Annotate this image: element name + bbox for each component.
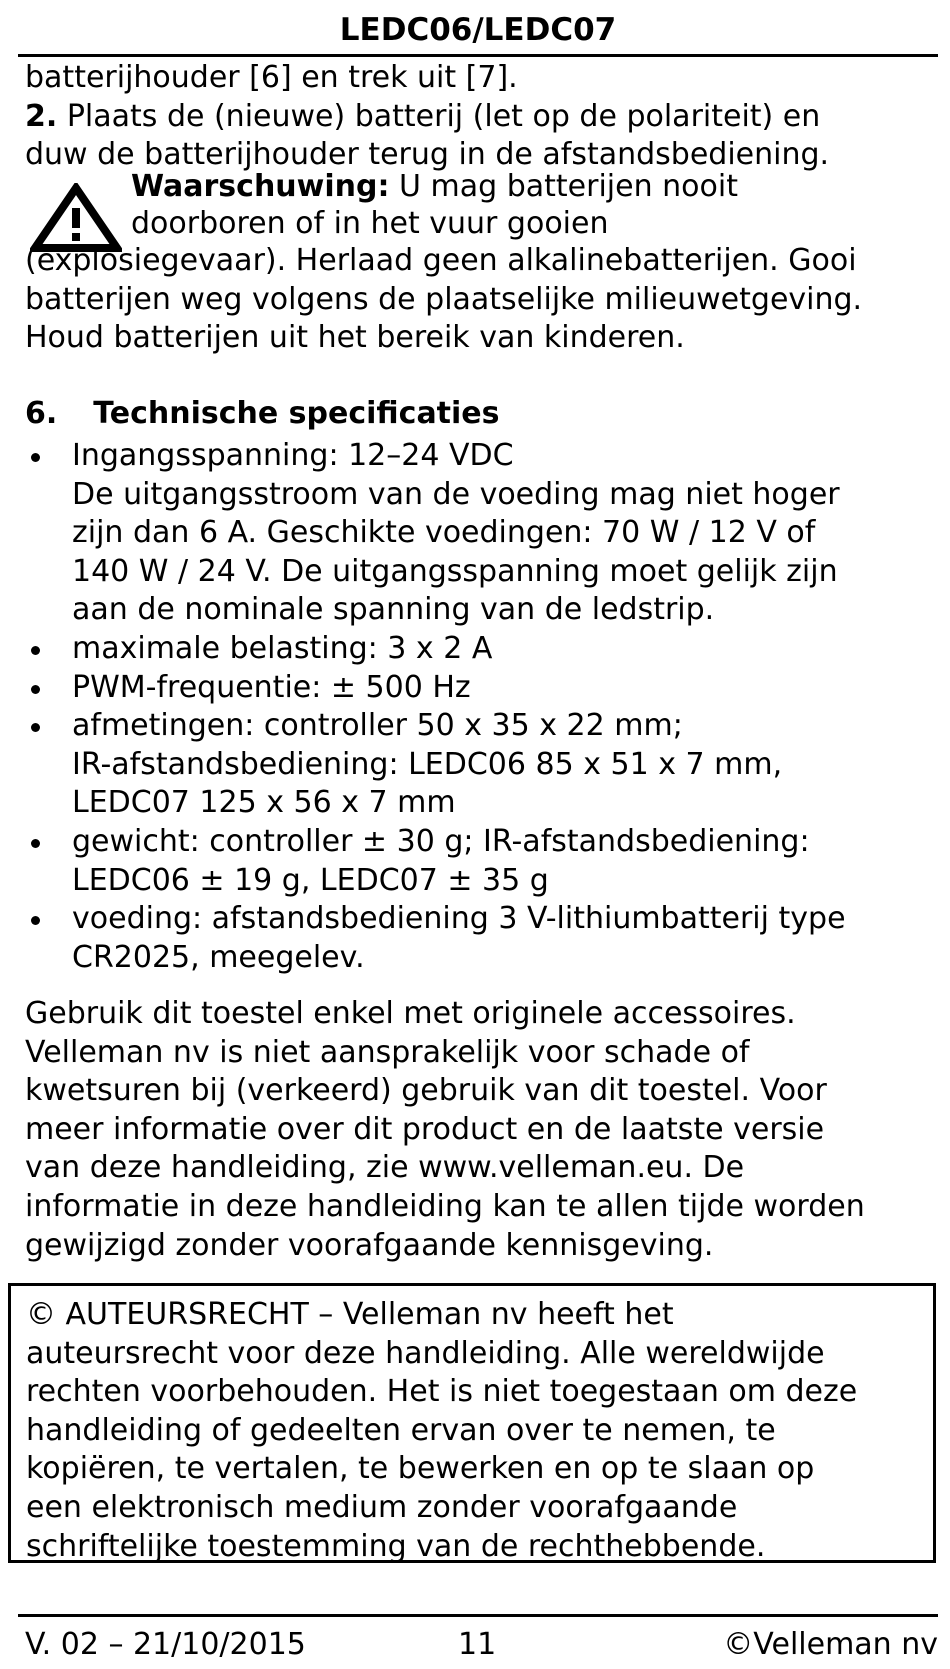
warning-line-1: Waarschuwing: U mag batterijen nooit <box>131 169 738 204</box>
spec-item-dimensions: afmetingen: controller 50 x 35 x 22 mm; IR-afstandsbediening: LEDC06 85 x 51 x 7 mm, LEDC07 125 x 56 x 7 mm <box>25 707 940 823</box>
intro-line: batterijhouder [6] en trek uit [7]. <box>25 60 518 95</box>
step-2 <box>25 98 940 137</box>
spec-item-pwm: PWM-frequentie: ± 500 Hz <box>25 669 940 708</box>
footer-company: ©Velleman nv <box>723 1627 938 1662</box>
step-text-continued: duw de batterijhouder terug in de afstandsbediening. <box>25 137 830 173</box>
footer-divider <box>18 1614 938 1617</box>
footer-version: V. 02 – 21/10/2015 <box>25 1627 306 1662</box>
step-text: Plaats de (nieuwe) batterij (let op de polariteit) en <box>57 98 821 134</box>
copyright-text: © AUTEURSRECHT – Velleman nv heeft het auteursrecht voor deze handleiding. Alle wereldwijde rechten voorbehouden. Het is niet toegestaan om deze handleiding of gedeelten ervan over te nemen, te kopiëren, te vertalen, te bewerken en op te slaan op een elektronisch medium zonder voorafgaande schriftelijke toestemming van de rechthebbende. <box>26 1297 858 1564</box>
section-heading <box>25 395 500 434</box>
page-header: LEDC06/LEDC07 <box>18 8 938 57</box>
spec-list <box>25 437 940 977</box>
spec-item-weight: gewicht: controller ± 30 g; IR-afstandsbediening: LEDC06 ± 19 g, LEDC07 ± 35 g <box>25 823 940 900</box>
warning-line-2: doorboren of in het vuur gooien <box>131 206 609 241</box>
spec-item-max-load: maximale belasting: 3 x 2 A <box>25 630 940 669</box>
step-number: 2. <box>25 98 58 134</box>
copyright-box <box>8 1283 936 1563</box>
warning-label: Waarschuwing: <box>131 169 390 204</box>
intro-text <box>25 59 940 175</box>
warning-text: (explosiegevaar). Herlaad geen alkalinebatterijen. Gooi batterijen weg volgens de plaatselijke milieuwetgeving. Houd batterijen uit het bereik van kinderen. <box>25 243 863 356</box>
spec-item-power: voeding: afstandsbediening 3 V-lithiumbatterij type CR2025, meegelev. <box>25 900 940 977</box>
page-number: 11 <box>458 1627 497 1662</box>
disclaimer-text: Gebruik dit toestel enkel met originele accessoires. Velleman nv is niet aansprakelijk voor schade of kwetsuren bij (verkeerd) gebruik van dit toestel. Voor meer informatie over dit product en de laatste versie van deze handleiding, zie www.velleman.eu. De informatie in deze handleiding kan te allen tijde worden gewijzigd zonder voorafgaande kennisgeving. <box>25 996 865 1263</box>
section-number: 6. <box>25 396 58 431</box>
spec-item-input-voltage: Ingangsspanning: 12–24 VDC De uitgangsstroom van de voeding mag niet hoger zijn dan 6 A. Geschikte voedingen: 70 W / 12 V of 140 W / 24 V. De uitgangsspanning moet gelijk zijn aan de nominale spanning van de ledstrip. <box>25 437 940 630</box>
section-title: Technische specificaties <box>93 396 500 431</box>
